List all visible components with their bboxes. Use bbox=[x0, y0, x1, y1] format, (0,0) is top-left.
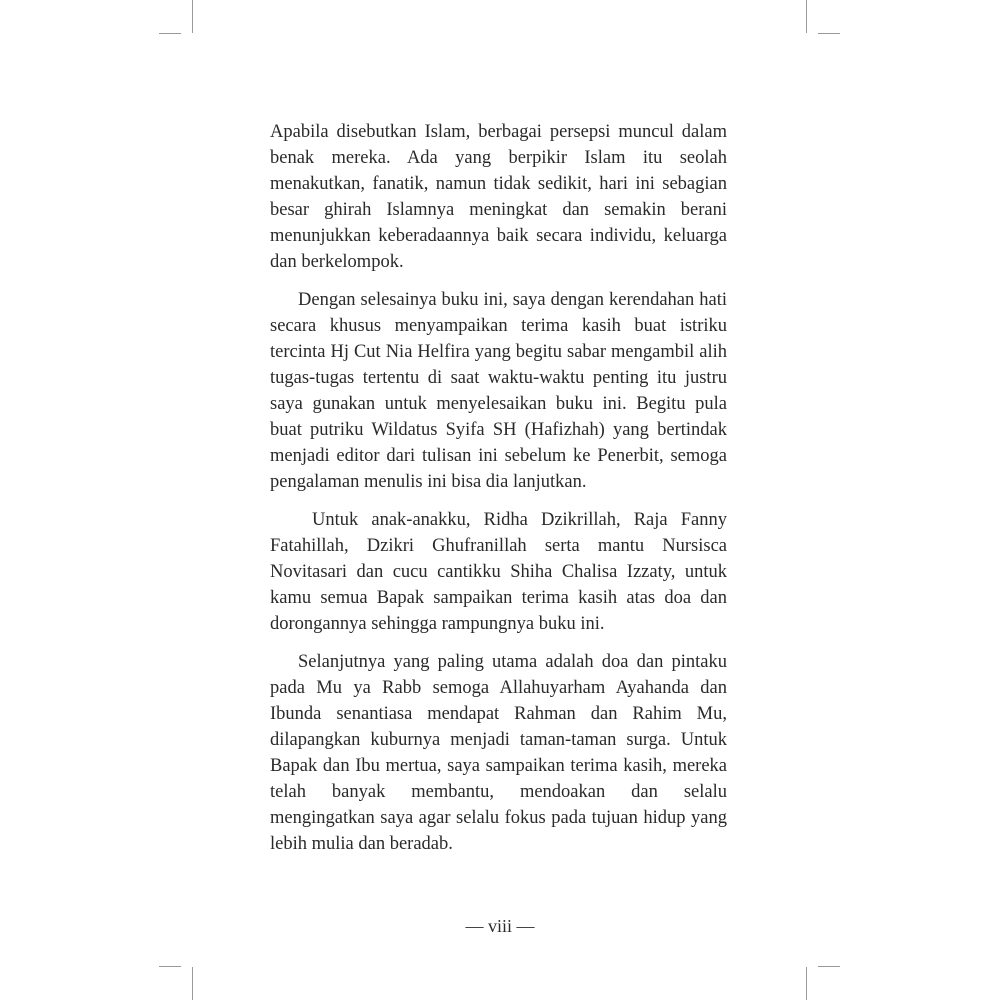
crop-mark-bottom-left-horizontal bbox=[159, 966, 181, 967]
paragraph: Untuk anak-anakku, Ridha Dzikrillah, Raja Fanny Fatahillah, Dzikri Ghufranillah serta mantu Nursisca Novitasari dan cucu cantikku Shiha Chalisa Izzaty, untuk kamu semua Bapak sampaikan terima kasih atas doa dan dorongannya sehingga rampungnya buku ini. bbox=[270, 510, 727, 634]
crop-mark-top-left-horizontal bbox=[159, 33, 181, 34]
crop-mark-bottom-right-horizontal bbox=[818, 966, 840, 967]
crop-mark-top-right-horizontal bbox=[818, 33, 840, 34]
paragraph: Apabila disebutkan Islam, berbagai persepsi muncul dalam benak mereka. Ada yang berpikir Islam itu seolah menakutkan, fanatik, namun tidak sedikit, hari ini sebagian besar ghirah Islamnya meningkat dan semakin berani menunjukkan keberadaannya baik secara individu, keluarga dan berkelompok. bbox=[270, 122, 727, 272]
crop-mark-bottom-right bbox=[806, 967, 807, 1000]
crop-mark-top-left bbox=[192, 0, 193, 33]
crop-mark-bottom-left bbox=[192, 967, 193, 1000]
page-number: — viii — bbox=[465, 916, 535, 936]
crop-mark-top-right bbox=[806, 0, 807, 33]
paragraph: Dengan selesainya buku ini, saya dengan kerendahan hati secara khusus menyampaikan terima kasih buat istriku tercinta Hj Cut Nia Helfira yang begitu sabar mengambil alih tugas-tugas tertentu di saat waktu-waktu penting itu justru saya gunakan untuk menyelesaikan buku ini. Begitu pula buat putriku Wildatus Syifa SH (Hafizhah) yang bertindak menjadi editor dari tulisan ini sebelum ke Penerbit, semoga pengalaman menulis ini bisa dia lanjutkan. bbox=[270, 290, 727, 492]
body-text bbox=[270, 119, 727, 869]
paragraph: Selanjutnya yang paling utama adalah doa dan pintaku pada Mu ya Rabb semoga Allahuyarham Ayahanda dan Ibunda senantiasa mendapat Rahman dan Rahim Mu, dilapangkan kuburnya menjadi taman-taman surga. Untuk Bapak dan Ibu mertua, saya sampaikan terima kasih, mereka telah banyak membantu, mendoakan dan selalu mengingatkan saya agar selalu fokus pada tujuan hidup yang lebih mulia dan beradab. bbox=[270, 652, 727, 854]
